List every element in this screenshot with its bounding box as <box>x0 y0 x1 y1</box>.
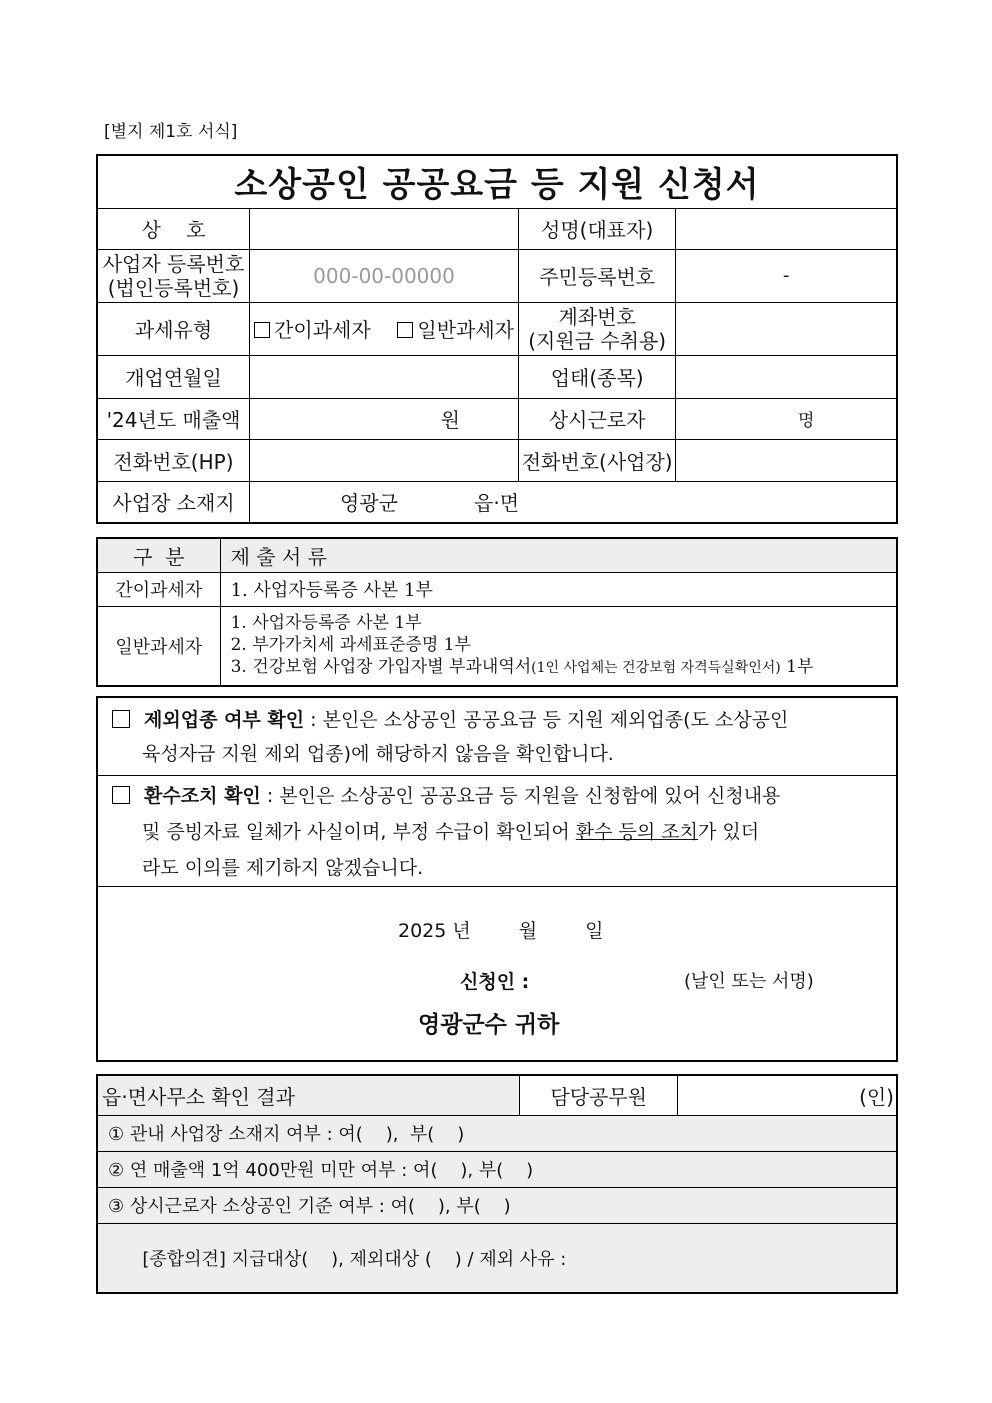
doc-header-docs: 제 출 서 류 <box>220 538 897 572</box>
location-town: 읍·면 <box>474 491 520 516</box>
workers-unit: 명 <box>797 411 815 431</box>
refund-text-2u: 환수 등의 조치 <box>575 821 698 843</box>
refund-checkbox[interactable] <box>112 786 130 804</box>
biz-reg-label <box>97 249 250 302</box>
date-line <box>398 916 603 943</box>
open-date-label: 개업연월일 <box>97 355 250 398</box>
location-field[interactable] <box>250 481 897 523</box>
representative-label: 성명(대표자) <box>519 208 676 249</box>
officer-label: 담당공무원 <box>520 1075 678 1115</box>
simple-tax-doc: 1. 사업자등록증 사본 1부 <box>220 572 897 606</box>
phone-biz-field[interactable] <box>676 439 897 481</box>
general-tax-label: 일반과세자 <box>97 606 220 686</box>
office-check-table <box>96 1074 898 1294</box>
industry-field[interactable] <box>676 355 897 398</box>
exclusion-text-2: 육성자금 지원 제외 업종)에 해당하지 않음을 확인합니다. <box>142 743 614 765</box>
general-doc-2: 2. 부가가치세 과세표준증명 1부 <box>230 635 471 656</box>
signature-field[interactable] <box>548 964 678 992</box>
general-doc-3-note: (1인 사업체는 건강보험 자격득실확인서) <box>531 660 781 677</box>
open-date-field[interactable] <box>250 355 519 398</box>
business-name-label: 상 호 <box>97 208 250 249</box>
applicant-table <box>96 154 898 524</box>
exclusion-section <box>98 698 896 776</box>
sales-label: '24년도 매출액 <box>97 398 250 439</box>
doc-header-category: 구 분 <box>97 538 220 572</box>
tax-type-options <box>250 302 519 355</box>
form-title: 소상공인 공공요금 등 지원 신청서 <box>97 155 897 208</box>
location-county: 영광군 <box>340 491 399 516</box>
refund-title: 환수조치 확인 <box>144 785 261 807</box>
account-label-line2: (지원금 수취용) <box>528 328 667 353</box>
phone-hp-field[interactable] <box>250 439 519 481</box>
date-year: 2025 년 <box>398 920 471 942</box>
general-tax-docs <box>220 606 897 686</box>
account-label <box>519 302 676 355</box>
exclusion-checkbox[interactable] <box>112 710 130 728</box>
refund-section <box>98 776 896 887</box>
opinion-row <box>97 1223 897 1293</box>
representative-field[interactable] <box>676 208 897 249</box>
location-label: 사업장 소재지 <box>97 481 250 523</box>
sales-unit: 원 <box>440 408 460 432</box>
phone-biz-label: 전화번호(사업장) <box>519 439 676 481</box>
biz-reg-label-line1: 사업자 등록번호 <box>102 251 245 276</box>
exclusion-title: 제외업종 여부 확인 <box>144 709 305 731</box>
biz-reg-label-line2: (법인등록번호) <box>107 275 240 300</box>
workers-label: 상시근로자 <box>519 398 676 439</box>
general-doc-1: 1. 사업자등록증 사본 1부 <box>230 613 422 634</box>
refund-text-2a: 및 증빙자료 일체가 사실이며, 부정 수급이 확인되어 <box>142 821 576 843</box>
sales-field[interactable] <box>250 398 519 439</box>
general-doc-3-main: 3. 건강보험 사업장 가입자별 부과내역서 <box>230 657 532 678</box>
opinion-label: [종합의견] <box>142 1248 226 1270</box>
form-label: [별지 제1호 서식] <box>104 122 238 142</box>
account-field[interactable] <box>676 302 897 355</box>
biz-reg-field[interactable]: 000-00-00000 <box>250 249 519 302</box>
simple-tax-checkbox[interactable] <box>254 322 270 338</box>
refund-text-2b: 가 있더 <box>697 821 760 843</box>
date-day[interactable]: 일 <box>585 920 604 942</box>
check-item-2: ② 연 매출액 1억 400만원 미만 여부 : 여( ), 부( ) <box>97 1151 897 1187</box>
business-name-field[interactable] <box>250 208 519 249</box>
simple-tax-option: 간이과세자 <box>274 318 371 342</box>
tax-type-label: 과세유형 <box>97 302 250 355</box>
recipient: 영광군수 귀하 <box>418 1012 560 1038</box>
phone-hp-label: 전화번호(HP) <box>97 439 250 481</box>
applicant-label: 신청인 : <box>460 971 530 993</box>
general-tax-option: 일반과세자 <box>417 318 514 342</box>
resident-label: 주민등록번호 <box>519 249 676 302</box>
office-check-title: 읍·면사무소 확인 결과 <box>97 1075 520 1115</box>
officer-seal[interactable]: (인) <box>677 1075 897 1115</box>
refund-text-3: 라도 이의를 제기하지 않겠습니다. <box>142 857 424 879</box>
check-item-3: ③ 상시근로자 소상공인 기준 여부 : 여( ), 부( ) <box>97 1187 897 1223</box>
simple-tax-label: 간이과세자 <box>97 572 220 606</box>
industry-label: 업태(종목) <box>519 355 676 398</box>
general-doc-3 <box>231 656 896 679</box>
general-doc-3-suffix: 1부 <box>780 657 814 678</box>
documents-table <box>96 537 898 687</box>
general-tax-checkbox[interactable] <box>397 322 413 338</box>
opinion-text: 지급대상( ), 제외대상 ( ) / 제외 사유 : <box>225 1248 567 1270</box>
date-month[interactable]: 월 <box>518 920 538 942</box>
check-item-1: ① 관내 사업장 소재지 여부 : 여( ), 부( ) <box>97 1115 897 1151</box>
exclusion-text-1: : 본인은 소상공인 공공요금 등 지원 제외업종(도 소상공인 <box>304 709 789 731</box>
confirmation-box <box>96 696 898 1062</box>
refund-text-1: : 본인은 소상공인 공공요금 등 지원을 신청함에 있어 신청내용 <box>260 785 781 807</box>
account-label-line1: 계좌번호 <box>558 304 636 329</box>
resident-field[interactable]: - <box>676 249 897 302</box>
sign-note: (날인 또는 서명) <box>684 971 814 992</box>
workers-field[interactable] <box>676 398 897 439</box>
